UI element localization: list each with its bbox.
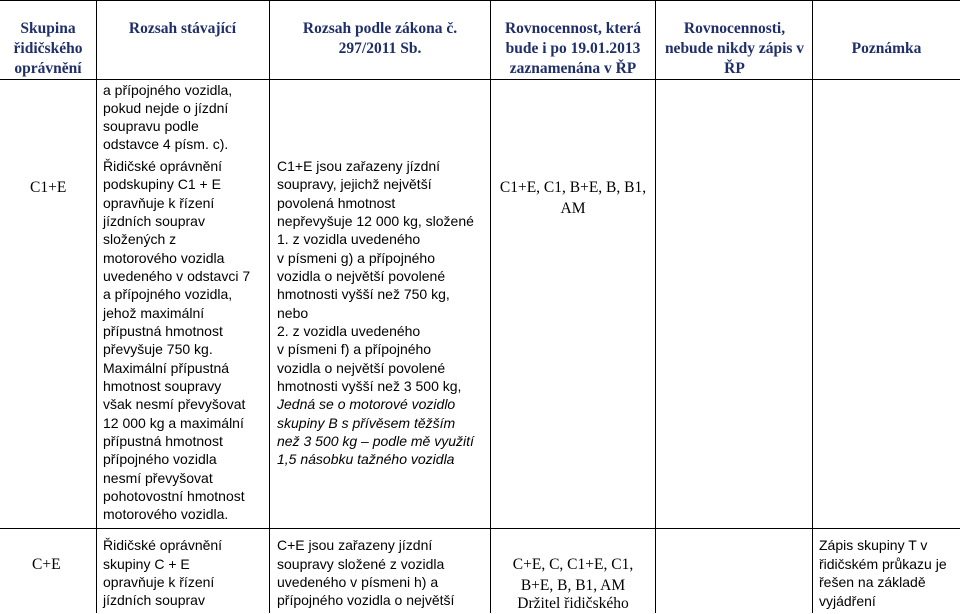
row-ce-equivalence-extra: Držitel řidičského [517, 595, 629, 612]
text-line: jízdních souprav [103, 213, 205, 229]
text-line: a přípojného vozidla, [103, 286, 233, 302]
text-line: povolená hmotnost [277, 195, 396, 211]
row-divider [0, 528, 960, 529]
text-line [277, 432, 474, 450]
text-line: a přípojného vozidla, [103, 82, 233, 98]
text-line: uvedeného v odstavci 7 [103, 268, 251, 284]
text-line: v písmeni f) a přípojného [277, 341, 432, 357]
text-line: opravňuje k řízení [103, 195, 215, 211]
text-line: přípojného vozidla [103, 451, 217, 467]
text-line: soupravy, jejichž největší [277, 176, 432, 192]
row-c1e-equivalence-recorded: C1+E, C1, B+E, B, B1, AM [499, 179, 647, 217]
header-current-scope: Rozsah stávající [128, 20, 237, 37]
text-line: C1+E jsou zařazeny jízdní [277, 158, 441, 174]
header-note: Poznámka [851, 40, 922, 57]
text-line [277, 414, 455, 432]
table-border-top [0, 0, 960, 1]
text-line: převyšuje 750 kg. [103, 341, 213, 357]
text-line: 1. z vozidla uvedeného [277, 231, 421, 247]
text-line: motorového vozidla. [103, 506, 229, 522]
header-equivalence-not-recorded: Rovnocennosti, nebude nikdy zápis v ŘP [664, 20, 805, 77]
header-law-scope: Rozsah podle zákona č. 297/2011 Sb. [302, 20, 458, 57]
italic-note-line: Jedná se o motorové vozidlo [277, 396, 456, 412]
text-line: však nesmí převyšovat [103, 396, 246, 412]
text-line: přípustná hmotnost [103, 433, 223, 449]
row-c1e-group: C1+E [30, 179, 67, 196]
row-ce-group: C+E [32, 556, 61, 573]
col-divider-3 [490, 0, 491, 613]
text-line: soupravu podle [103, 118, 199, 134]
text-line: přípojného vozidla o největší [277, 592, 455, 608]
text-line: C+E jsou zařazeny jízdní [277, 537, 433, 553]
text-line: hmotnosti vyšší než 3 500 kg, [277, 378, 462, 394]
text-line: 2. z vozidla uvedeného [277, 323, 421, 339]
text-line: vozidla o největší povolené [277, 360, 446, 376]
row-ce-equivalence-recorded: C+E, C, C1+E, C1, B+E, B, B1, AM [512, 556, 634, 594]
text-line: přípustná hmotnost [103, 323, 223, 339]
text-line [277, 450, 454, 468]
text-line: pokud nejde o jízdní [103, 100, 229, 116]
text-line: hmotnosti vyšší než 750 kg, [277, 286, 450, 302]
col-divider-4 [655, 0, 656, 613]
text-line: 12 000 kg a maximální [103, 415, 244, 431]
italic-note-line: skupiny B s přívěsem těžším [277, 415, 456, 431]
text-line: jízdních souprav [103, 592, 205, 608]
text-line: Řidičské oprávnění [103, 158, 223, 174]
header-divider [0, 79, 960, 80]
text-line: odstavce 4 písm. c). [103, 136, 229, 152]
text-line: jehož maximální [103, 305, 205, 321]
text-line: složených z [103, 231, 177, 247]
text-line: skupiny C + E [103, 556, 190, 572]
col-divider-5 [812, 0, 813, 613]
col-divider-2 [269, 0, 270, 613]
text-line: hmotnost soupravy [103, 378, 222, 394]
text-line: Maximální přípustná [103, 360, 230, 376]
text-line: v písmeni g) a přípojného [277, 250, 435, 266]
text-line: vozidla o největší povolené [277, 268, 446, 284]
text-line: motorového vozidla [103, 250, 225, 266]
text-line [277, 395, 455, 413]
italic-note-line: 1,5 násobku tažného vozidla [277, 451, 455, 467]
text-line: nebo [277, 305, 309, 321]
text-line: soupravy složené z vozidla [277, 556, 445, 572]
text-line: nesmí převyšovat [103, 470, 213, 486]
col-divider-1 [96, 0, 97, 613]
text-line: Řidičské oprávnění [103, 537, 223, 553]
text-line: pohotovostní hmotnost [103, 488, 245, 504]
text-line: nepřevyšuje 12 000 kg, složené [277, 213, 474, 229]
text-line: uvedeného v písmeni h) a [277, 574, 439, 590]
header-equivalence-recorded: Rovnocennost, která bude i po 19.01.2013 zaznamenána v ŘP [504, 20, 642, 77]
text-line: podskupiny C1 + E [103, 176, 221, 192]
text-line: opravňuje k řízení [103, 574, 215, 590]
italic-note-line: než 3 500 kg – podle mě využití [277, 433, 474, 449]
row-ce-note: Zápis skupiny T v řidičském průkazu je řešen na základě vyjádření [819, 537, 947, 609]
header-group: Skupina řidičského oprávnění [13, 20, 83, 77]
